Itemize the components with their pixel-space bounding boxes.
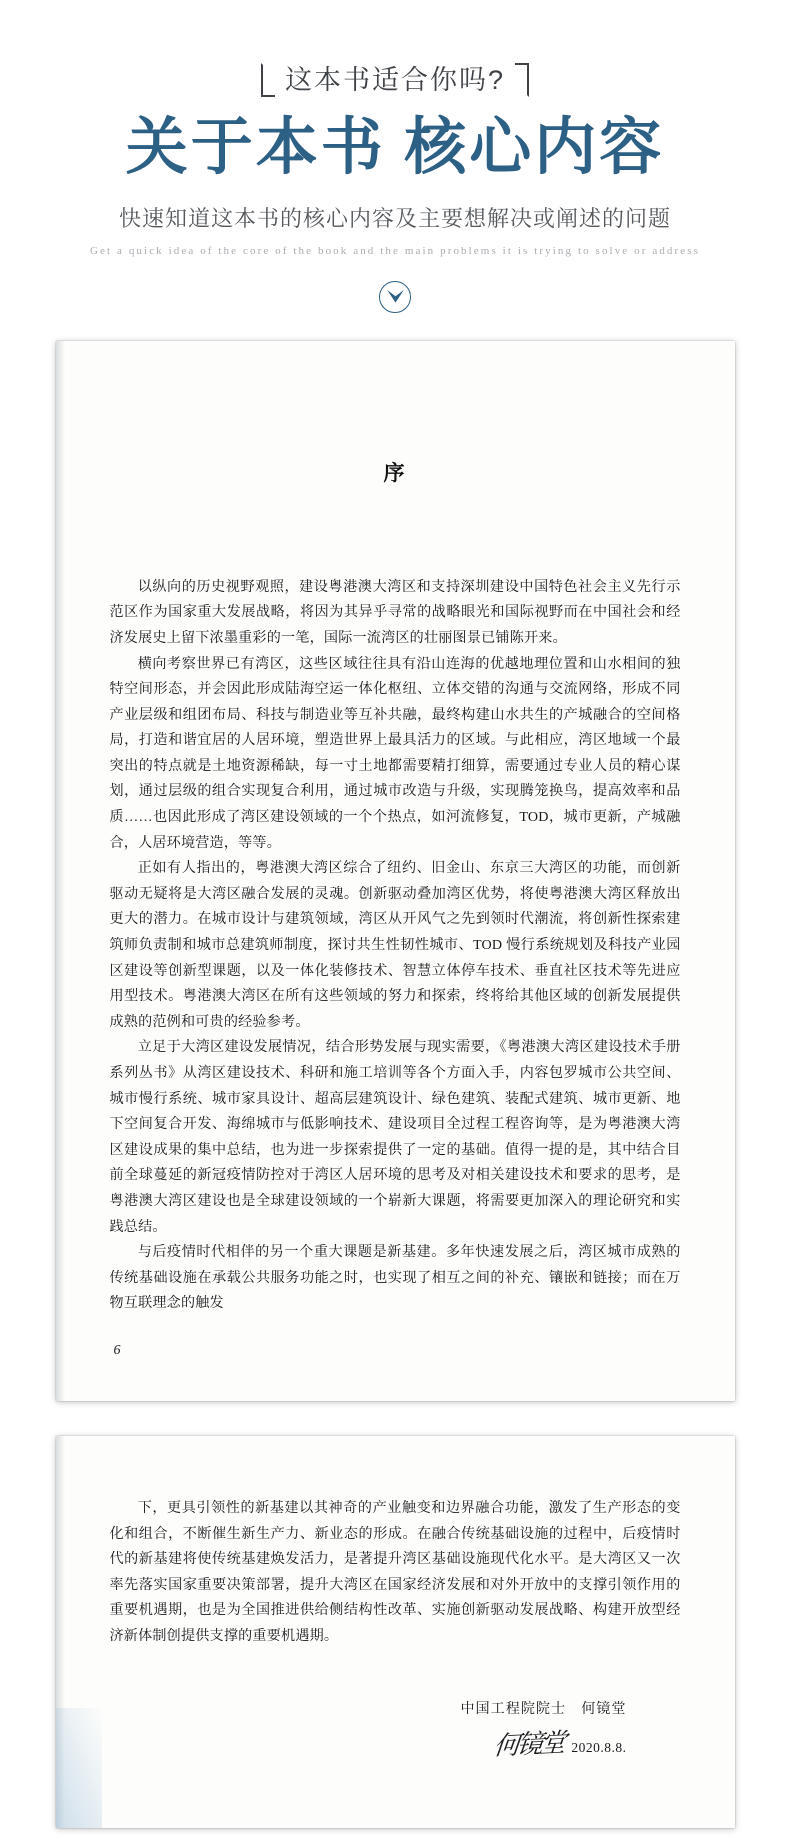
eyebrow-text: 这本书适合你吗? bbox=[284, 65, 506, 95]
paragraph: 立足于大湾区建设发展情况，结合形势发展与现实需要，《粤港澳大湾区建设技术手册系列丛书》从湾区建设技术、科研和施工培训等各个方面入手，内容包罗城市公共空间、城市慢行系统、城市家具设计、超高层建筑设计、绿色建筑、装配式建筑、城市更新、地下空间复合开发、海绵城市与低影响技术、建设项目全过程工程咨询等，是为粤港澳大湾区建设成果的集中总结，也为进一步探索提供了一定的基础。值得一提的是，其中结合目前全球蔓延的新冠疫情防控对于湾区人居环境的思考及对相关建设技术和要求的思考，是粤港澳大湾区建设也是全球建设领域的一个崭新大课题，将需要更加深入的理论研究和实践总结。 bbox=[109, 1039, 681, 1235]
document-page-2 bbox=[56, 1436, 735, 1828]
document-heading: 序 bbox=[383, 461, 407, 485]
chevron-down-icon[interactable] bbox=[379, 281, 411, 313]
paragraph: 横向考察世界已有湾区，这些区域往往具有沿山连海的优越地理位置和山水相间的独特空间形态，并会因此形成陆海空运一体化枢纽、立体交错的沟通与交流网络，形成不同产业层级和组团布局、科技与制造业等互补共融，最终构建山水共生的产城融合的空间格局，打造和谐宜居的人居环境，塑造世界上最具活力的区域。与此相应，湾区地域一个最突出的特点就是土地资源稀缺，每一寸土地都需要精打细算，需要通过专业人员的精心谋划，通过层级的组合实现复合利用，通过城市改造与升级，实现腾笼换鸟，提高效率和品质……也因此形成了湾区建设领域的一个个热点，如河流修复，TOD，城市更新，产城融合，人居环境营造，等等。 bbox=[109, 655, 681, 851]
signature-row bbox=[110, 1727, 627, 1762]
signature-name: 中国工程院院士 何镜堂 bbox=[460, 1700, 627, 1717]
signature-block bbox=[110, 1698, 681, 1762]
page-number: 6 bbox=[113, 1342, 121, 1358]
page-title: 关于本书 核心内容 bbox=[125, 114, 665, 182]
right-bracket-icon bbox=[515, 63, 529, 97]
page-subtitle-english: Get a quick idea of the core of the book and the main problems it is trying to solve or address bbox=[89, 244, 701, 257]
paragraph: 与后疫情时代相伴的另一个重大课题是新基建。多年快速发展之后，湾区城市成熟的传统基础设施在承载公共服务功能之时，也实现了相互之间的补充、镶嵌和链接；而在万物互联理念的触发 bbox=[109, 1244, 681, 1312]
page-subtitle: 快速知道这本书的核心内容及主要想解决或阐述的问题 bbox=[118, 205, 671, 231]
eyebrow-row bbox=[0, 58, 790, 102]
handwritten-signature: 何镜堂 bbox=[492, 1727, 566, 1762]
paragraph: 正如有人指出的，粤港澳大湾区综合了纽约、旧金山、东京三大湾区的功能，而创新驱动无疑将是大湾区融合发展的灵魂。创新驱动叠加湾区优势，将使粤港澳大湾区释放出更大的潜力。在城市设计与建筑领域，湾区从开风气之先到领时代潮流，将创新性探索建筑师负责制和城市总建筑师制度，探讨共生性韧性城市、TOD 慢行系统规划及科技产业园区建设等创新型课题，以及一体化装修技术、智慧立体停车技术、垂直社区技术等先进应用型技术。粤港澳大湾区在所有这些领域的努力和探索，终将给其他区域的创新发展提供成熟的范例和可贵的经验参考。 bbox=[109, 860, 681, 1030]
paragraph: 以纵向的历史视野观照，建设粤港澳大湾区和支持深圳建设中国特色社会主义先行示范区作为国家重大发展战略，将因为其异乎寻常的战略眼光和国际视野而在中国社会和经济发展史上留下浓墨重彩的一笔，国际一流湾区的壮丽图景已铺陈开来。 bbox=[109, 578, 681, 646]
left-bracket-icon bbox=[261, 63, 275, 97]
signature-date: 2020.8.8. bbox=[571, 1739, 627, 1755]
paragraph: 下，更具引领性的新基建以其神奇的产业触变和边界融合功能，激发了生产形态的变化和组合，不断催生新生产力、新业态的形成。在融合传统基础设施的过程中，后疫情时代的新基建将使传统基建焕发活力，是著提升湾区基础设施现代化水平。是大湾区又一次率先落实国家重要决策部署，提升大湾区在国家经济发展和对外开放中的支撑引领作用的重要机遇期，也是为全国推进供给侧结构性改革、实施创新驱动发展战略、构建开放型经济新体制创提供支撑的重要机遇期。 bbox=[109, 1499, 681, 1644]
scroll-down-indicator[interactable] bbox=[0, 281, 790, 313]
hero-header bbox=[0, 0, 790, 313]
document-page-1 bbox=[56, 341, 735, 1401]
